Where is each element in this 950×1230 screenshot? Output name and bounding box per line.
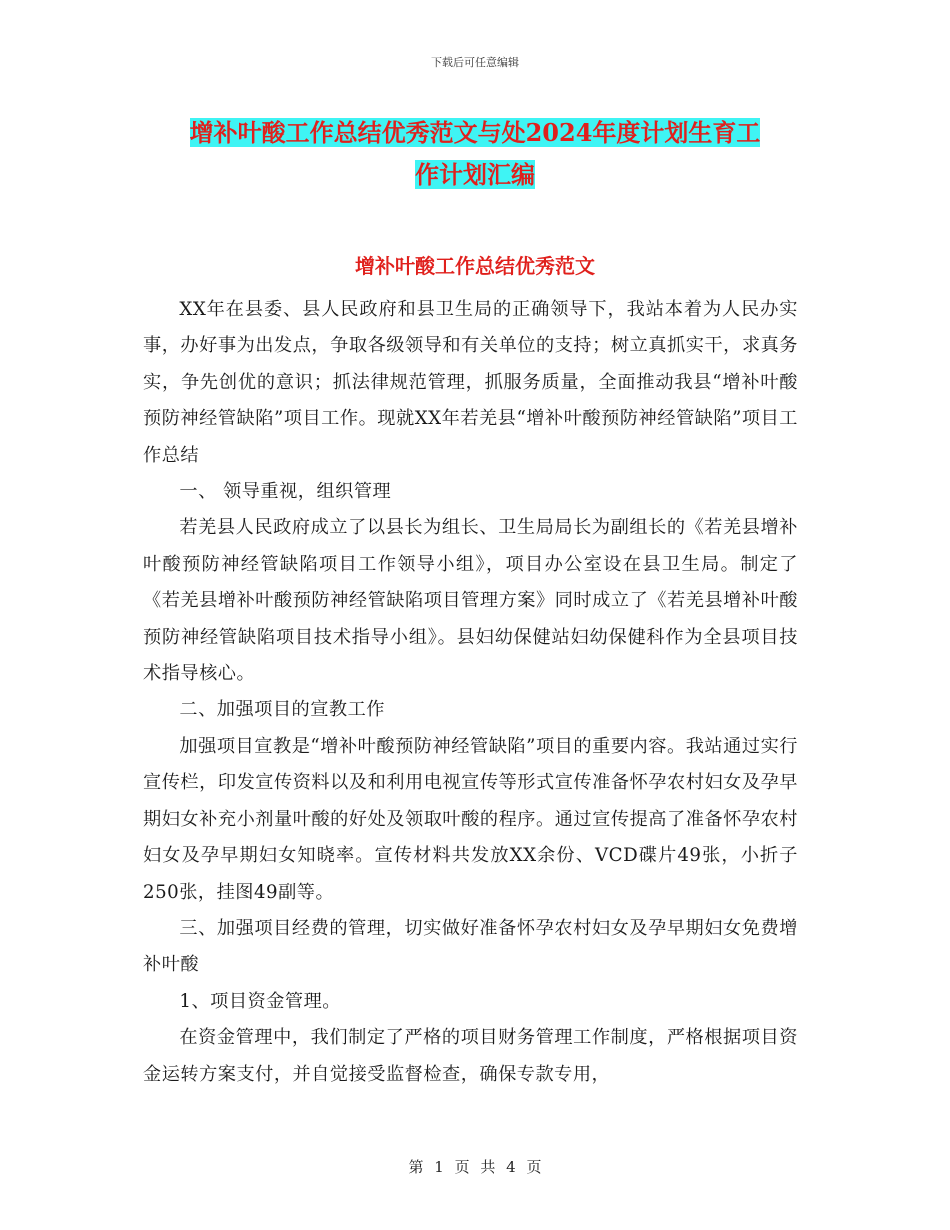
heading-funding: 三、加强项目经费的管理，切实做好准备怀孕农村妇女及孕早期妇女免费增补叶酸 xyxy=(143,917,798,976)
paragraph: XX年在县委、县人民政府和县卫生局的正确领导下，我站本着为人民办实事，办好事为出发点，争取各级领导和有关单位的支持；树立真抓实干，求真务实，争先创优的意识；抓法律规范管理，抓服务质量，全面推动我县“增补叶酸预防神经管缺陷”项目工作。现就XX年若羌县“增补叶酸预防神经管缺陷”项目工作总结 xyxy=(143,299,798,466)
paragraph: 在资金管理中，我们制定了严格的项目财务管理工作制度，严格根据项目资金运转方案支付，并自觉接受监督检查，确保专款专用， xyxy=(143,1027,798,1085)
heading-leadership: 一、 领导重视，组织管理 xyxy=(179,481,392,503)
paragraph: 若羌县人民政府成立了以县长为组长、卫生局局长为副组长的《若羌县增补叶酸预防神经管缺陷项目工作领导小组》，项目办公室设在县卫生局。制定了《若羌县增补叶酸预防神经管缺陷项目管理方案》同时成立了《若羌县增补叶酸预防神经管缺陷项目技术指导小组》。县妇幼保健站妇幼保健科作为全县项目技术指导核心。 xyxy=(143,517,798,685)
document-title-line-1: 增补叶酸工作总结优秀范文与处2024年度计划生育工 xyxy=(189,118,761,147)
paragraph: 加强项目宣教是“增补叶酸预防神经管缺陷”项目的重要内容。我站通过实行宣传栏，印发宣传资料以及和利用电视宣传等形式宣传准备怀孕农村妇女及孕早期妇女补充小剂量叶酸的好处及领取叶酸的程序。通过宣传提高了准备怀孕农村妇女及孕早期妇女知晓率。宣传材料共发放XX余份、VCD碟片49张，小折子250张，挂图49副等。 xyxy=(143,735,798,903)
heading-publicity: 二、加强项目的宣教工作 xyxy=(179,699,385,721)
page-footer: 第 1 页 共 4 页 xyxy=(408,1158,542,1176)
section-title: 增补叶酸工作总结优秀范文 xyxy=(355,254,595,278)
subheading-fund-management: 1、项目资金管理。 xyxy=(179,990,341,1012)
document-title-line-2: 作计划汇编 xyxy=(415,160,535,189)
document-title xyxy=(140,112,810,196)
header-note: 下载后可任意编辑 xyxy=(431,56,519,69)
document-body xyxy=(143,292,798,1093)
